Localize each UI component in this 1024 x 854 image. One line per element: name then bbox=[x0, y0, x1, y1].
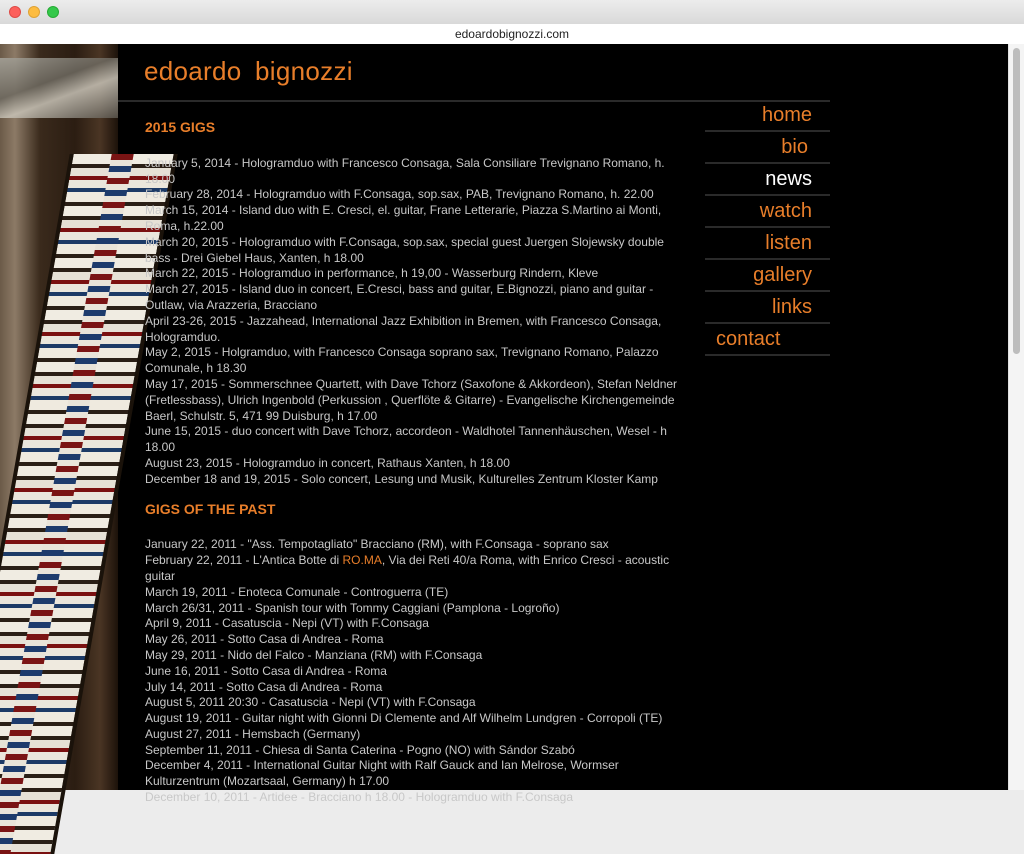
main-nav bbox=[705, 100, 830, 356]
gig-item: March 20, 2015 - Hologramduo with F.Consaga, sop.sax, special guest Juergen Slojewsky double bass - Drei Giebel Haus, Xanten, h 18.00 bbox=[145, 234, 664, 265]
vertical-scrollbar[interactable] bbox=[1008, 44, 1024, 790]
past-gig-item: August 27, 2011 - Hemsbach (Germany) bbox=[145, 726, 361, 741]
past-gig-text: February 22, 2011 - L'Antica Botte di bbox=[145, 553, 343, 568]
gig-item: January 5, 2014 - Hologramduo with Francesco Consaga, Sala Consiliare Trevignano Romano, h. 18.00 bbox=[145, 155, 665, 186]
past-gig-item: December 10, 2011 - Artidee - Bracciano h 18.00 - Hologramduo with F.Consaga bbox=[145, 790, 574, 805]
nav-contact[interactable]: contact bbox=[705, 324, 830, 356]
nav-home[interactable]: home bbox=[705, 100, 830, 132]
nav-gallery[interactable]: gallery bbox=[705, 260, 830, 292]
roma-link[interactable]: RO.MA bbox=[342, 553, 382, 568]
guitar-tuner-image bbox=[0, 58, 118, 118]
past-gig-item: June 16, 2011 - Sotto Casa di Andrea - Roma bbox=[145, 663, 387, 678]
site-header bbox=[118, 44, 830, 102]
browser-titlebar bbox=[0, 0, 1024, 25]
gigs-2015-heading: 2015 GIGS bbox=[145, 119, 216, 135]
gig-item: March 27, 2015 - Island duo in concert, E.Cresci, bass and guitar, E.Bignozzi, piano and guitar - Outlaw, via Arazzeria, Bracciano bbox=[145, 282, 654, 312]
past-gig-item: August 19, 2011 - Guitar night with Gionni Di Clemente and Alf Wilhelm Lundgren - Corropoli (TE) bbox=[145, 711, 663, 726]
nav-watch[interactable]: watch bbox=[705, 196, 830, 228]
gig-item: December 18 and 19, 2015 - Solo concert, Lesung und Musik, Kulturelles Zentrum Kloster Kamp bbox=[145, 471, 658, 486]
close-window-button[interactable] bbox=[9, 6, 21, 18]
site-title[interactable]: edoardo bignozzi bbox=[144, 56, 353, 86]
past-gig-text: , Via dei Reti 40/a Roma, with Enrico Cresci - acoustic guitar bbox=[145, 553, 670, 583]
gig-item: May 2, 2015 - Holgramduo, with Francesco Consaga soprano sax, Trevignano Romano, Palazzo Comunale, h 18.30 bbox=[145, 345, 659, 376]
past-gig-item: September 11, 2011 - Chiesa di Santa Caterina - Pogno (NO) with Sándor Szabó bbox=[145, 742, 575, 757]
gig-item: February 28, 2014 - Hologramduo with F.Consaga, sop.sax, PAB, Trevignano Romano, h. 22.00 bbox=[145, 187, 654, 202]
nav-links[interactable]: links bbox=[705, 292, 830, 324]
nav-bio[interactable]: bio bbox=[705, 132, 830, 164]
guitar-photo bbox=[0, 44, 118, 790]
past-gig-item: May 29, 2011 - Nido del Falco - Manziana (RM) with F.Consaga bbox=[145, 647, 483, 662]
past-gig-item: July 14, 2011 - Sotto Casa di Andrea - Roma bbox=[145, 679, 383, 694]
past-gig-item: January 22, 2011 - "Ass. Tempotagliato" Bracciano (RM), with F.Consaga - soprano sax bbox=[145, 537, 609, 552]
minimize-window-button[interactable] bbox=[28, 6, 40, 18]
zoom-window-button[interactable] bbox=[47, 6, 59, 18]
news-content bbox=[145, 120, 690, 806]
past-gig-item: April 9, 2011 - Casatuscia - Nepi (VT) with F.Consaga bbox=[145, 616, 429, 631]
past-gig-item: December 4, 2011 - International Guitar Night with Ralf Gauck and Ian Melrose, Wormser Kulturzentrum (Mozartsaal, Germany) h 17.00 bbox=[145, 758, 619, 789]
gig-item: April 23-26, 2015 - Jazzahead, International Jazz Exhibition in Bremen, with Francesco Consaga, Hologramduo. bbox=[145, 313, 662, 344]
gig-item: June 15, 2015 - duo concert with Dave Tchorz, accordeon - Waldhotel Tannenhäuschen, Wesel - h 18.00 bbox=[145, 424, 667, 455]
past-gig-item: March 26/31, 2011 - Spanish tour with Tommy Caggiani (Pamplona - Logroño) bbox=[145, 600, 560, 615]
gig-item: May 17, 2015 - Sommerschnee Quartett, with Dave Tchorz (Saxofone & Akkordeon), Stefan Neldner (Fretlessbass), Ulrich Ingenbold (Perkussion , Querflöte & Gitarre) - Evangelische Kirchengemeinde Baerl, Schulstr. 5, 471 99 Duisburg, h 17.00 bbox=[145, 376, 678, 423]
scrollbar-thumb[interactable] bbox=[1013, 48, 1020, 354]
gig-item: March 22, 2015 - Hologramduo in performance, h 19,00 - Wasserburg Rindern, Kleve bbox=[145, 266, 599, 281]
gig-item: March 15, 2014 - Island duo with E. Cresci, el. guitar, Frane Letterarie, Piazza S.Martino ai Monti, Roma, h.22.00 bbox=[145, 203, 662, 233]
gig-item: August 23, 2015 - Hologramduo in concert, Rathaus Xanten, h 18.00 bbox=[145, 455, 510, 470]
past-gig-item: May 26, 2011 - Sotto Casa di Andrea - Roma bbox=[145, 632, 384, 647]
address-bar[interactable]: edoardobignozzi.com bbox=[0, 24, 1024, 44]
page-viewport bbox=[0, 44, 1024, 805]
past-gig-item: March 19, 2011 - Enoteca Comunale - Controguerra (TE) bbox=[145, 584, 449, 599]
nav-news[interactable]: news bbox=[705, 164, 830, 196]
past-gigs-heading: GIGS OF THE PAST bbox=[145, 500, 276, 517]
past-gig-item bbox=[145, 553, 690, 585]
past-gig-item: August 5, 2011 20:30 - Casatuscia - Nepi (VT) with F.Consaga bbox=[145, 695, 476, 710]
nav-listen[interactable]: listen bbox=[705, 228, 830, 260]
